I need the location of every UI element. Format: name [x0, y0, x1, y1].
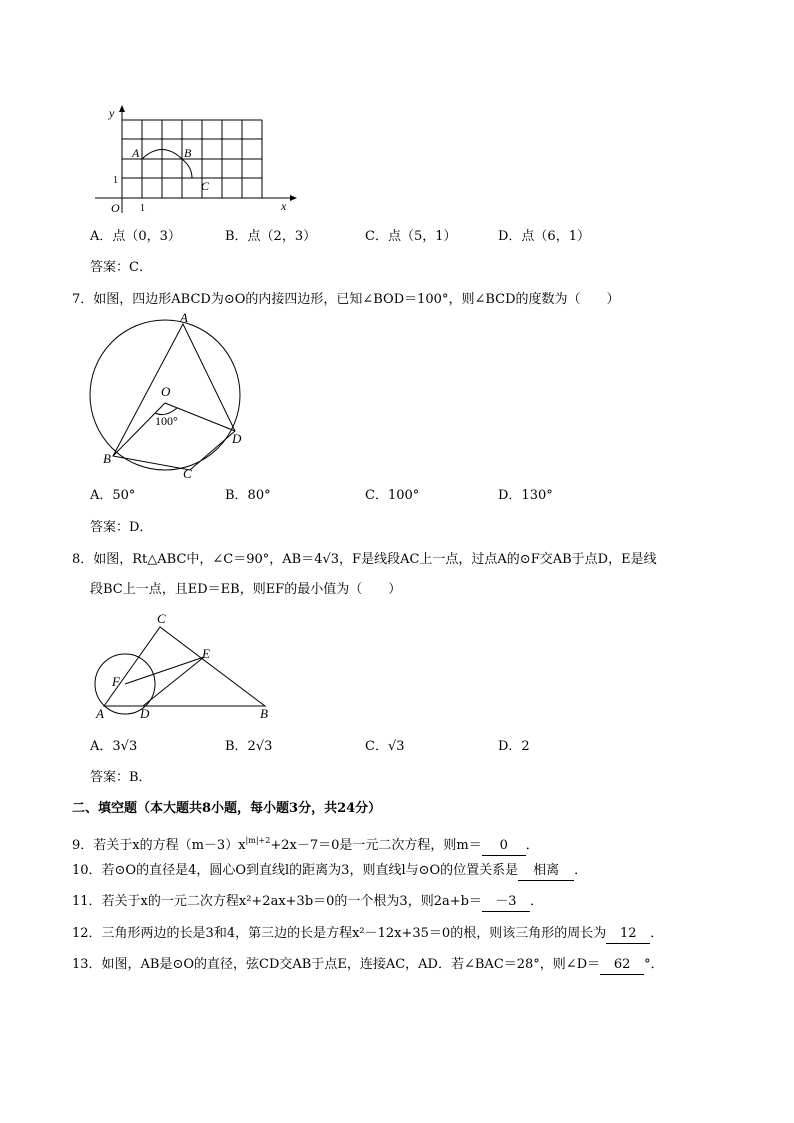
point-a-label: A [132, 146, 140, 160]
q12-text-pre: 12．三角形两边的长是3和4，第三边的长是方程x²－12x+35＝0的根，则该三角形的周长为 [72, 926, 607, 941]
q11-text-post: ． [529, 894, 543, 909]
label-a: A [180, 310, 188, 325]
label-o: O [161, 384, 171, 399]
quadrilateral-abcd [113, 324, 235, 470]
q12 [72, 924, 663, 944]
q8-triangle-figure [90, 612, 290, 722]
label-c: C [157, 611, 166, 626]
q6-option-b: B．点（2，3） [225, 229, 317, 244]
triangle-abc [104, 627, 265, 706]
x-tick-label: 1 [140, 203, 145, 214]
label-angle-100: 100° [155, 414, 178, 428]
q7-answer: 答案：D． [90, 520, 153, 535]
section-fill-in-title: 二、填空题（本大题共8小题，每小题3分，共24分） [72, 801, 382, 816]
label-d: D [140, 706, 150, 721]
q12-answer-blank: 12 [606, 925, 650, 944]
q11-answer-blank: －3 [482, 893, 530, 912]
q7-option-b: B．80° [225, 488, 271, 503]
label-f: F [112, 674, 120, 689]
q11-text-pre: 11．若关于x的一元二次方程x²+2ax+3b＝0的一个根为3，则2a+b＝ [72, 894, 482, 909]
q7-circle-figure [85, 310, 285, 485]
q10-answer-blank: 相离 [518, 862, 574, 881]
q6-option-a: A．点（0，3） [90, 229, 181, 244]
q8-option-a: A．3√3 [90, 739, 138, 754]
label-c: C [183, 466, 192, 481]
origin-label: O [111, 201, 120, 215]
q8-question-line2: 段BC上一点，且ED＝EB，则EF的最小值为（ ） [90, 582, 402, 597]
y-tick-label: 1 [113, 175, 118, 186]
q6-option-d: D．点（6，1） [498, 229, 590, 244]
q8-option-b: B．2√3 [225, 739, 273, 754]
q10-text-post: ． [574, 863, 588, 878]
q13-text-post: °． [644, 957, 664, 972]
q12-text-post: ． [650, 926, 664, 941]
q7-option-a: A．50° [90, 488, 136, 503]
q8-question-line1: 8．如图，Rt△ABC中，∠C＝90°，AB＝4√3，F是线段AC上一点，过点A的⊙F交AB于点D，E是线 [72, 552, 657, 567]
q9-exponent: |m|+2 [245, 836, 271, 845]
q6-grid-figure [95, 105, 315, 215]
q7-option-c: C．100° [365, 488, 420, 503]
label-e: E [202, 646, 210, 661]
label-a: A [96, 706, 104, 721]
q8-option-c: C．√3 [365, 739, 405, 754]
q8-answer: 答案：B． [90, 770, 152, 785]
q6-option-c: C．点（5，1） [365, 229, 457, 244]
q10 [72, 861, 587, 881]
q9 [72, 831, 539, 856]
point-b-label: B [184, 146, 192, 160]
q9-text-mid: +2x－7＝0是一元二次方程，则m＝ [270, 838, 482, 853]
x-axis-label: x [281, 199, 287, 213]
q13 [72, 955, 664, 975]
q9-text-post: ． [525, 838, 539, 853]
label-d: D [232, 431, 242, 446]
q13-text-pre: 13．如图，AB是⊙O的直径，弦CD交AB于点E，连接AC，AD．若∠BAC＝28°，则∠D＝ [72, 957, 601, 972]
q10-text-pre: 10．若⊙O的直径是4，圆心O到直线l的距离为3，则直线l与⊙O的位置关系是 [72, 863, 519, 878]
q9-answer-blank: 0 [482, 837, 526, 856]
label-b: B [103, 451, 111, 466]
q9-text-pre: 9．若关于x的方程（m－3）x [72, 838, 246, 853]
q6-answer: 答案：C． [90, 260, 152, 275]
q7-question: 7．如图，四边形ABCD为⊙O的内接四边形，已知∠BOD＝100°，则∠BCD的度数为（ ） [72, 292, 620, 307]
label-b: B [260, 706, 268, 721]
q11 [72, 892, 543, 912]
q8-option-d: D．2 [498, 739, 530, 754]
y-axis-label: y [109, 106, 115, 120]
point-c-label: C [201, 179, 210, 193]
q7-option-d: D．130° [498, 488, 553, 503]
q13-answer-blank: 62 [600, 956, 644, 975]
